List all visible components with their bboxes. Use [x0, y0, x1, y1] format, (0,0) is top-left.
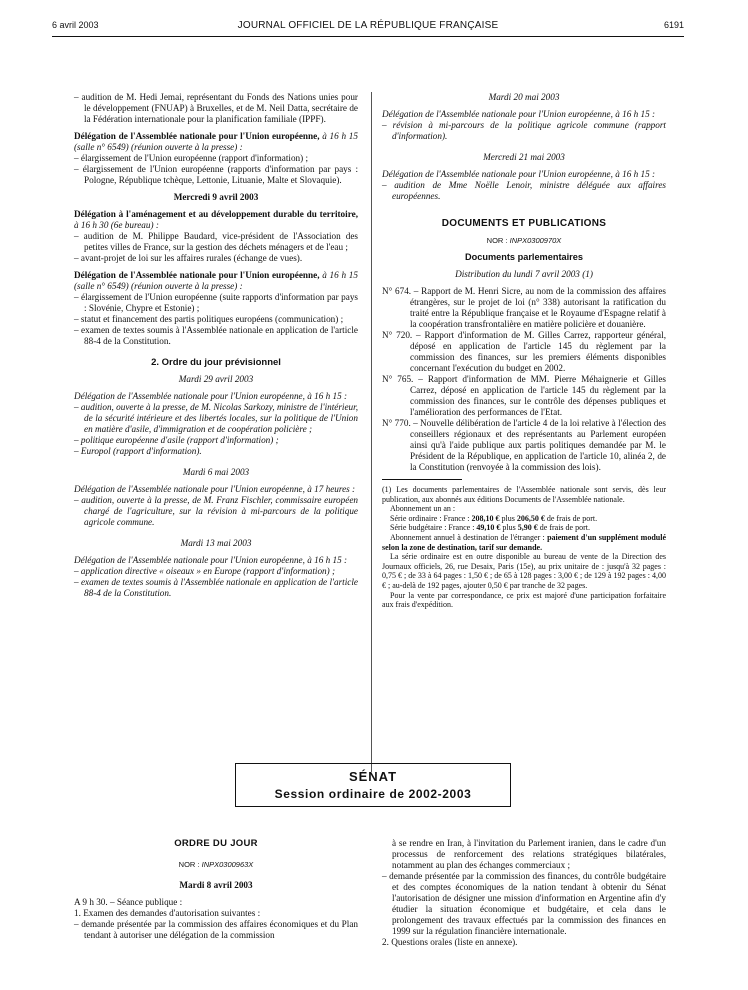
footnote	[382, 485, 666, 610]
senat-title: SÉNAT	[348, 769, 398, 784]
section-date: Mardi 20 mai 2003	[488, 92, 560, 102]
paragraph: 1. Examen des demandes d'autorisation suivantes :	[74, 908, 261, 918]
ordre-heading: ORDRE DU JOUR	[174, 838, 258, 849]
paragraph: A 9 h 30. – Séance publique :	[74, 897, 183, 907]
paragraph: Délégation de l'Assemblée nationale pour l'Union européenne, à 16 h 15 (salle n° 6549) (réunion ouverte à la presse) :	[74, 131, 358, 152]
distribution-date: Distribution du lundi 7 avril 2003 (1)	[455, 269, 593, 279]
footnote-text: La série ordinaire est en outre disponible au bureau de vente de la Direction des Journaux officiels, 26, rue Desaix, Paris (15e), au prix unitaire de : jusqu'à 32 pages : 0,75 € ; de 33 à 64 pages : 1,50 € ; de 65 à 128 pages : 3,00 € ; de 129 à 192 pages : 4,00 € ; au-delà de 192 pages, ajouter 0,50 € par tranche de 32 pages.	[382, 552, 666, 590]
bottom-left-column	[74, 838, 358, 941]
list-item: – élargissement de l'Union européenne (suite rapports d'information par pays : Slovénie, Chypre et Estonie) ;	[74, 292, 358, 313]
section-date: Mardi 8 avril 2003	[179, 880, 253, 890]
document-entry: N° 674. – Rapport de M. Henri Sicre, au nom de la commission des affaires étrangères, sur le projet de loi (n° 338) autorisant la ratification du traité entre la République française et le Royaume d'Espagne relatif à la coopération transfrontalière en matière policière et douanière.	[382, 286, 666, 329]
list-item: – élargissement de l'Union européenne (rapports d'information par pays : Pologne, République tchèque, Lettonie, Lituanie, Malte et Slovaquie).	[74, 164, 358, 185]
section-heading: 2. Ordre du jour prévisionnel	[151, 357, 281, 368]
list-item: – demande présentée par la commission des finances, du contrôle budgétaire et des comptes économiques de la nation tendant à obtenir du Sénat l'autorisation de désigner une mission d'information en Argentine afin d'y étudier la situation économique et budgétaire, et cela dans le prolongement des travaux effectués par la commission des finances en 1999 sur la régulation financière internationale.	[382, 871, 666, 936]
list-item: – audition de M. Philippe Baudard, vice-président de l'Association des petites villes de France, sur la gestion des déchets ménagers et de l'eau ;	[74, 231, 358, 252]
right-column	[382, 92, 666, 610]
list-item: – statut et financement des partis politiques européens (communication) ;	[74, 314, 344, 324]
list-item: – application directive « oiseaux » en Europe (rapport d'information) ;	[74, 566, 336, 576]
paragraph: Délégation à l'aménagement et au développement durable du territoire, à 16 h 30 (6e bureau) :	[74, 209, 358, 230]
footnote-text: Abonnement annuel à destination de l'étranger : paiement d'un supplément modulé selon la zone de destination, tarif sur demande.	[382, 532, 667, 552]
nor-reference: NOR : INPX0300970X	[486, 236, 562, 245]
paragraph: – audition de M. Hedi Jemai, représentant du Fonds des Nations unies pour le développement (FNUAP) à Bruxelles, et de M. Neil Datta, secrétaire de la Fédération internationale pour la planification familiale (IPPF).	[74, 92, 358, 124]
list-item: – avant-projet de loi sur les affaires rurales (échange de vues).	[74, 253, 303, 263]
list-item: – examen de textes soumis à l'Assemblée nationale en application de l'article 88-4 de la Constitution.	[74, 325, 358, 346]
footnote-text: (1) Les documents parlementaires de l'Assemblée nationale sont servis, dès leur publication, aux abonnés aux éditions Documents de l'Assemblée nationale.	[382, 485, 666, 504]
documents-heading: DOCUMENTS ET PUBLICATIONS	[441, 218, 607, 229]
list-item: – élargissement de l'Union européenne (rapport d'information) ;	[74, 153, 309, 163]
list-item: – révision à mi-parcours de la politique agricole commune (rapport d'information).	[382, 120, 666, 141]
paragraph: 2. Questions orales (liste en annexe).	[382, 937, 518, 947]
section-date: Mercredi 21 mai 2003	[483, 152, 565, 162]
documents-subheading: Documents parlementaires	[465, 252, 583, 262]
list-item: – audition, ouverte à la presse, de M. Franz Fischler, commissaire européen chargé de l'agriculture, sur la révision à mi-parcours de la politique agricole commune.	[74, 495, 358, 527]
section-date: Mardi 29 avril 2003	[178, 374, 254, 384]
page-number: 6191	[663, 20, 684, 30]
session-title: Session ordinaire de 2002-2003	[274, 787, 472, 801]
document-entry: N° 765. – Rapport d'information de MM. Pierre Méhaignerie et Gilles Carrez, déposé en application de l'article 145 du règlement par la commission des finances, sur le contrôle des dépenses publiques et l'amélioration des performances de l'Etat.	[382, 374, 666, 417]
nor-reference: NOR : INPX0300963X	[178, 860, 254, 869]
footnote-price: Série ordinaire : France : 208,10 € plus 206,50 € de frais de port.	[390, 513, 598, 523]
footnote-price: Série budgétaire : France : 49,10 € plus 5,90 € de frais de port.	[390, 523, 590, 533]
header-date: 6 avril 2003	[52, 20, 99, 30]
list-item: – audition, ouverte à la presse, de M. Nicolas Sarkozy, ministre de l'intérieur, de la sécurité intérieure et des libertés locales, sur la politique de l'Union en matière d'asile, d'immigration et de coopération policière ;	[74, 402, 358, 434]
section-date: Mercredi 9 avril 2003	[173, 192, 259, 202]
footnote-rule	[382, 479, 462, 480]
paragraph: Délégation de l'Assemblée nationale pour l'Union européenne, à 16 h 15 :	[74, 555, 348, 565]
footnote-text: Abonnement un an :	[390, 504, 456, 514]
journal-title: JOURNAL OFFICIEL DE LA RÉPUBLIQUE FRANÇAISE	[237, 20, 499, 31]
list-item: – audition de Mme Noëlle Lenoir, ministre déléguée aux affaires européennes.	[382, 180, 666, 201]
column-divider	[371, 92, 372, 772]
bottom-right-column	[382, 838, 666, 948]
list-item: – demande présentée par la commission des affaires économiques et du Plan tendant à autoriser une délégation de la commission	[74, 919, 358, 940]
list-item: – Europol (rapport d'information).	[74, 446, 202, 456]
paragraph: Délégation de l'Assemblée nationale pour l'Union européenne, à 16 h 15 :	[382, 109, 656, 119]
footnote-text: Pour la vente par correspondance, ce prix est majoré d'une participation forfaitaire aux frais d'expédition.	[382, 590, 666, 610]
list-item: – examen de textes soumis à l'Assemblée nationale en application de l'article 88-4 de la Constitution.	[74, 577, 358, 598]
document-entry: N° 770. – Nouvelle délibération de l'article 4 de la loi relative à l'élection des conseillers régionaux et des représentants au Parlement européen ainsi qu'à l'aide publique aux partis politiques demandée par M. le Président de la République, en application de l'article 10, alinéa 2, de la Constitution (renvoyée à la commission des lois).	[382, 418, 666, 472]
section-date: Mardi 6 mai 2003	[182, 467, 250, 477]
page-header	[52, 20, 684, 34]
header-rule	[52, 36, 684, 37]
senat-banner	[235, 763, 511, 807]
paragraph: Délégation de l'Assemblée nationale pour l'Union européenne, à 16 h 15 (salle n° 6549) (réunion ouverte à la presse) :	[74, 270, 358, 291]
left-column	[74, 92, 358, 599]
paragraph: Délégation de l'Assemblée nationale pour l'Union européenne, à 17 heures :	[74, 484, 356, 494]
paragraph: Délégation de l'Assemblée nationale pour l'Union européenne, à 16 h 15 :	[74, 391, 348, 401]
section-date: Mardi 13 mai 2003	[180, 538, 252, 548]
paragraph: Délégation de l'Assemblée nationale pour l'Union européenne, à 16 h 15 :	[382, 169, 656, 179]
document-entry: N° 720. – Rapport d'information de M. Gilles Carrez, rapporteur général, déposé en application de l'article 145 du règlement par la commission des finances, sur les premiers éléments disponibles concernant l'exécution du budget en 2002.	[382, 330, 666, 373]
list-item: – politique européenne d'asile (rapport d'information) ;	[74, 435, 279, 445]
paragraph: à se rendre en Iran, à l'invitation du Parlement iranien, dans le cadre d'un processus de renforcement des relations stratégiques bilatérales, notamment au plan des échanges commerciaux ;	[392, 838, 666, 870]
